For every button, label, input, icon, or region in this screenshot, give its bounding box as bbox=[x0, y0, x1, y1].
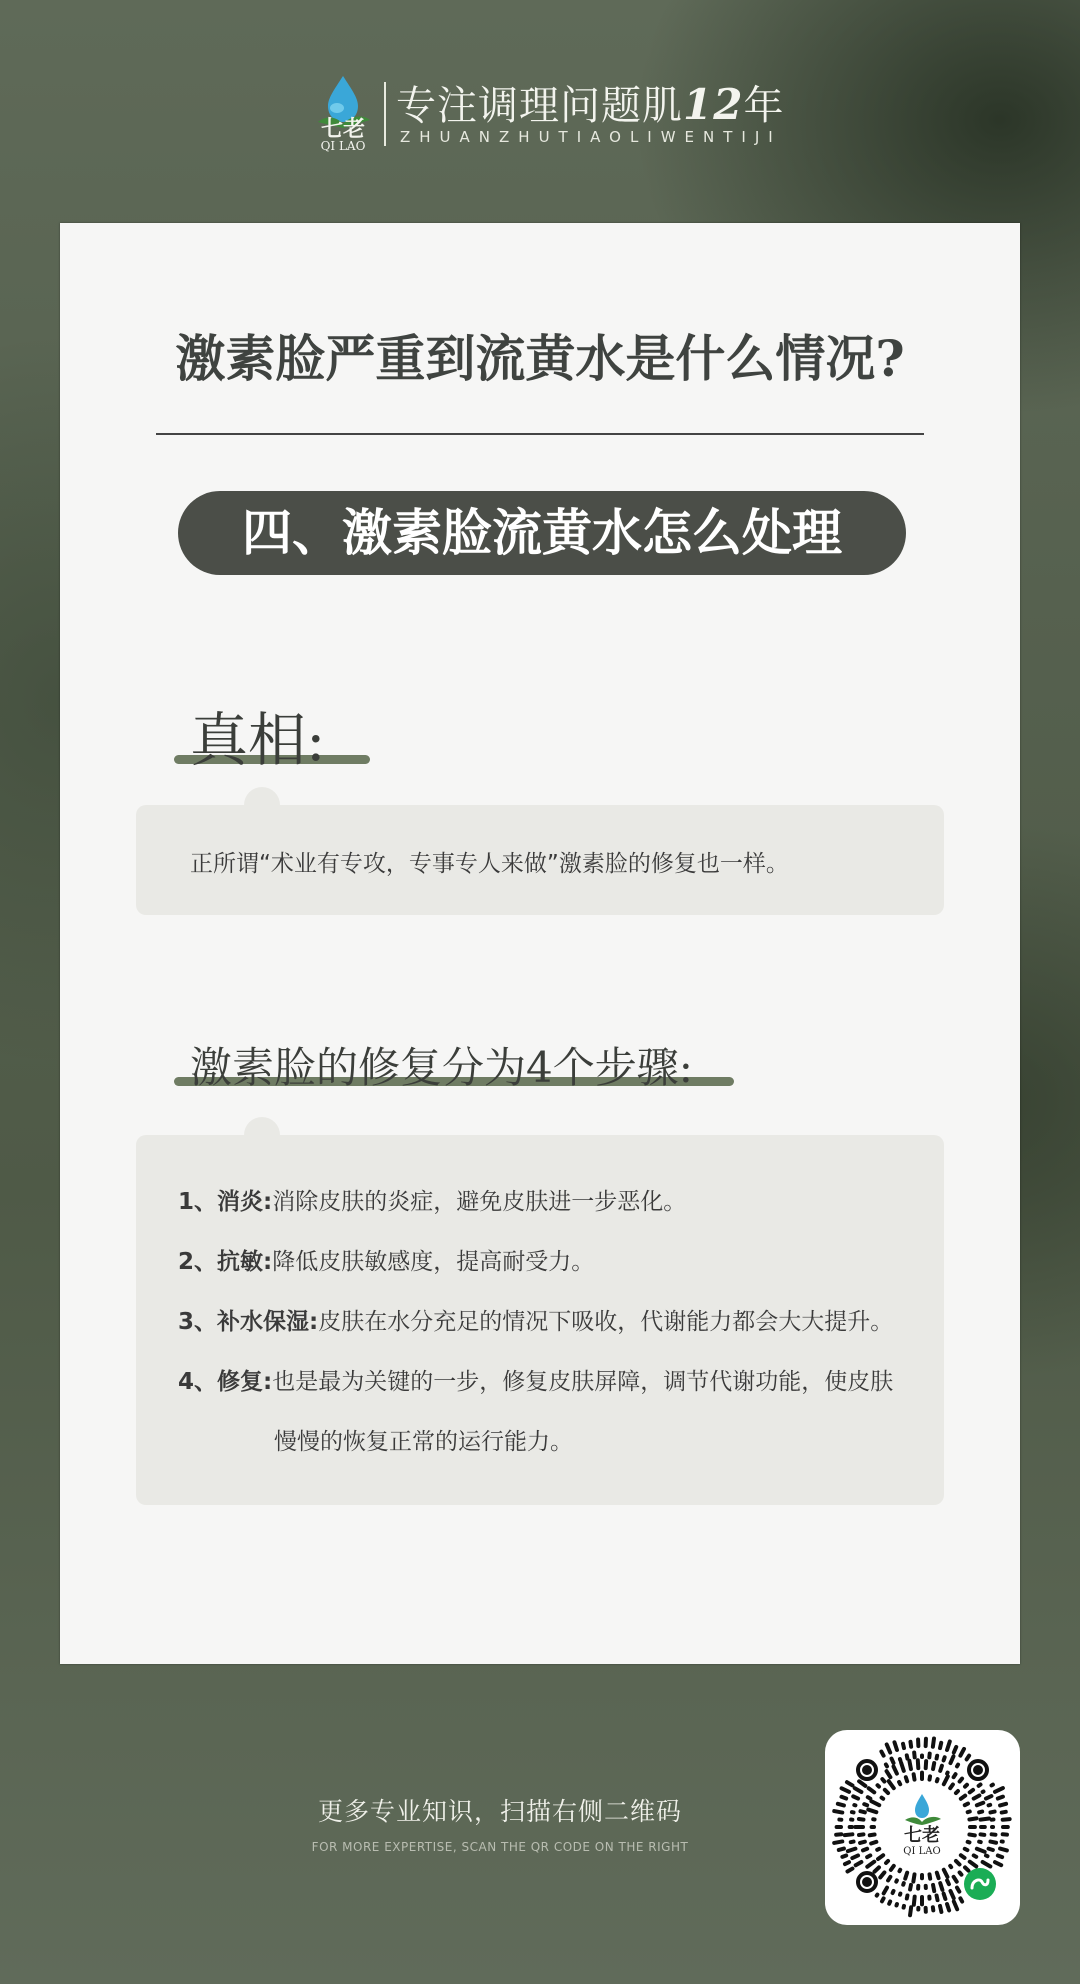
slogan-suffix: 年 bbox=[743, 83, 785, 129]
section-pill: 四、激素脸流黄水怎么处理 bbox=[178, 491, 906, 575]
content-card bbox=[60, 223, 1020, 1664]
step-item: 1、消炎:消除皮肤的炎症，避免皮肤进一步恶化。 bbox=[178, 1189, 687, 1215]
slogan-text: 专注调理问题肌 bbox=[396, 83, 683, 129]
bubble-tail bbox=[244, 787, 280, 807]
truth-text: 正所谓“术业有专攻，专事专人来做”激素脸的修复也一样。 bbox=[190, 851, 789, 877]
step-continuation: 慢慢的恢复正常的运行能力。 bbox=[274, 1429, 573, 1455]
steps-heading bbox=[190, 1035, 693, 1095]
header-separator bbox=[384, 82, 386, 146]
footer-cta-en: FOR MORE EXPERTISE, SCAN THE QR CODE ON THE RIGHT bbox=[311, 1840, 689, 1854]
truth-bubble bbox=[136, 805, 944, 915]
slogan-number: 12 bbox=[683, 80, 744, 129]
svg-text:七老: 七老 bbox=[320, 116, 366, 142]
miniprogram-code-icon bbox=[825, 1730, 1020, 1925]
truth-heading-text: 真相: bbox=[190, 706, 326, 774]
truth-heading bbox=[190, 693, 326, 777]
header bbox=[0, 72, 1080, 152]
svg-text:QI LAO: QI LAO bbox=[903, 1846, 941, 1857]
slogan-pinyin: ZHUANZHUTIAOLIWENTIJI bbox=[400, 128, 782, 146]
step-item: 2、抗敏:降低皮肤敏感度，提高耐受力。 bbox=[178, 1249, 595, 1275]
steps-heading-text: 激素脸的修复分为4个步骤: bbox=[190, 1043, 693, 1092]
steps-bubble bbox=[136, 1135, 944, 1505]
step-item: 4、修复:也是最为关键的一步，修复皮肤屏障，调节代谢功能，使皮肤 bbox=[178, 1369, 894, 1395]
footer-cta: 更多专业知识，扫描右侧二维码 bbox=[317, 1797, 682, 1826]
svg-text:QI LAO: QI LAO bbox=[320, 139, 366, 152]
qilao-logo bbox=[308, 74, 378, 152]
qr-code[interactable] bbox=[825, 1730, 1020, 1925]
bubble-tail bbox=[244, 1117, 280, 1137]
card-title: 激素脸严重到流黄水是什么情况? bbox=[175, 329, 905, 388]
step-item: 3、补水保湿:皮肤在水分充足的情况下吸收，代谢能力都会大大提升。 bbox=[178, 1309, 894, 1335]
slogan bbox=[396, 74, 784, 131]
svg-text:七老: 七老 bbox=[904, 1825, 940, 1846]
title-divider bbox=[156, 433, 924, 435]
